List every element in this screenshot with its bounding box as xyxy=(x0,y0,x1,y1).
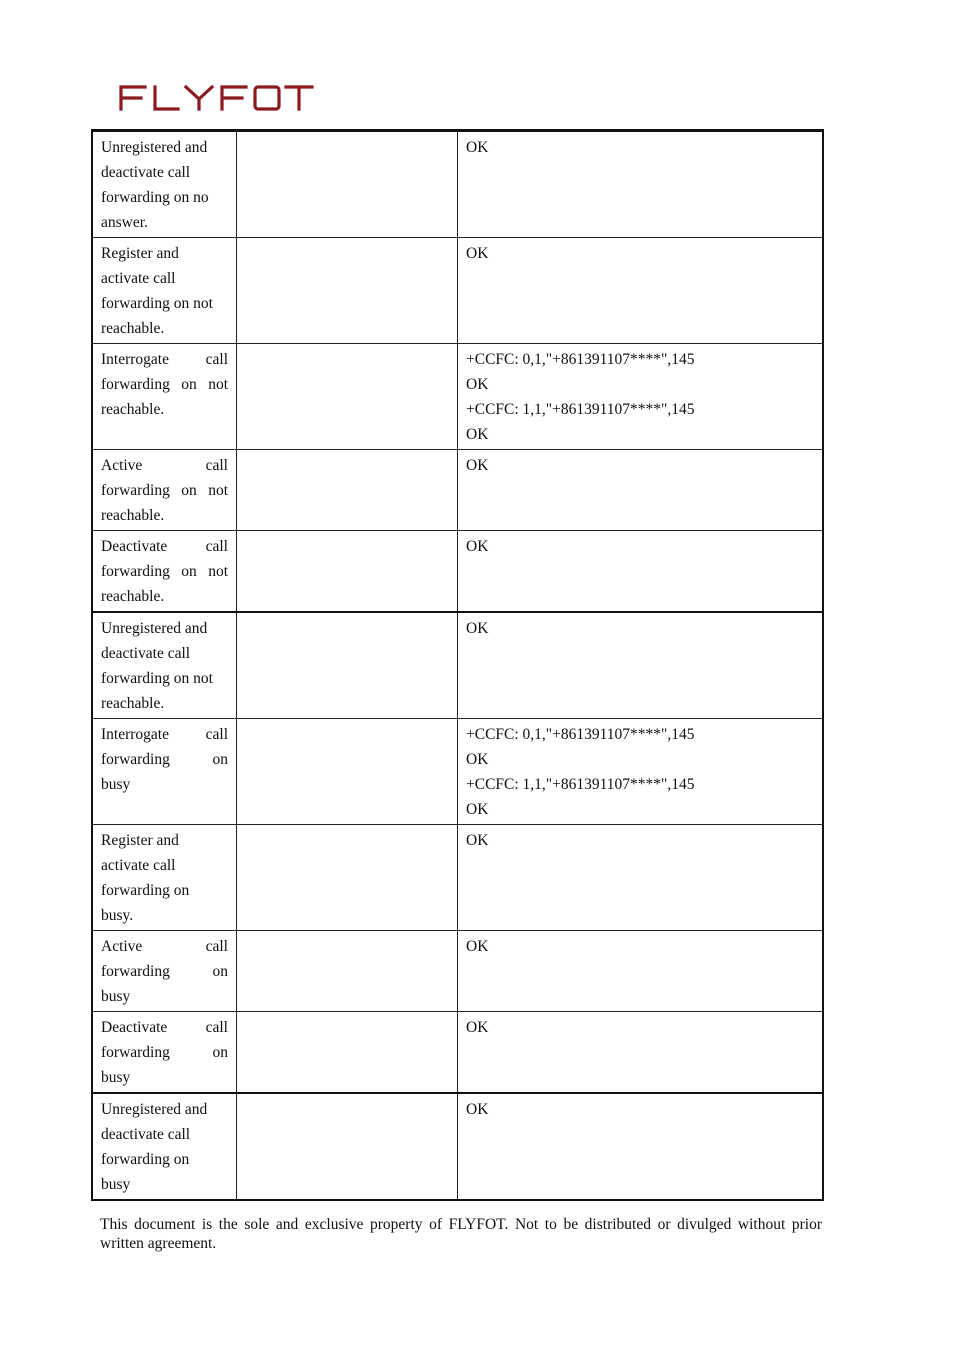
command-cell xyxy=(237,238,458,344)
description-line: Unregistered and xyxy=(101,1101,208,1118)
description-line: forwarding on xyxy=(101,1151,190,1168)
description-cell xyxy=(92,825,237,931)
description-cell xyxy=(92,531,237,613)
description-line: deactivate call xyxy=(101,1126,191,1143)
description-line: Register and xyxy=(101,245,179,262)
description-cell xyxy=(92,238,237,344)
description-line: Interrogate call xyxy=(101,726,228,743)
description-line: forwarding on xyxy=(101,1044,228,1061)
description-line: activate call xyxy=(101,857,176,874)
flyfot-logo-mark xyxy=(118,82,314,112)
response-line: OK xyxy=(466,1101,489,1118)
response-line: OK xyxy=(466,245,489,262)
table-row xyxy=(92,450,823,531)
description-line: forwarding on not xyxy=(101,376,228,393)
table-row xyxy=(92,931,823,1012)
description-cell xyxy=(92,612,237,719)
description-line: Interrogate call xyxy=(101,351,228,368)
description-line: reachable. xyxy=(101,507,165,524)
response-cell xyxy=(458,531,824,613)
description-cell xyxy=(92,1093,237,1200)
description-line: forwarding on xyxy=(101,963,228,980)
response-cell xyxy=(458,825,824,931)
description-line: Active call xyxy=(101,938,228,955)
description-cell xyxy=(92,344,237,450)
command-cell xyxy=(237,612,458,719)
response-line: OK xyxy=(466,938,489,955)
table-row xyxy=(92,131,823,238)
table-row xyxy=(92,612,823,719)
response-cell xyxy=(458,450,824,531)
description-line: reachable. xyxy=(101,401,165,418)
response-cell xyxy=(458,931,824,1012)
table-row xyxy=(92,344,823,450)
response-line: +CCFC: 0,1,"+861391107****",145 xyxy=(466,726,695,743)
command-cell xyxy=(237,531,458,613)
response-line: OK xyxy=(466,751,489,768)
table-row xyxy=(92,531,823,613)
command-cell xyxy=(237,344,458,450)
command-cell xyxy=(237,1093,458,1200)
footer-notice: This document is the sole and exclusive property of FLYFOT. Not to be distributed or divulged without prior written agreement. xyxy=(100,1216,822,1252)
description-line: deactivate call xyxy=(101,645,191,662)
description-line: forwarding on no xyxy=(101,189,209,206)
description-line: Deactivate call xyxy=(101,538,228,555)
description-line: Unregistered and xyxy=(101,620,208,637)
description-line: busy xyxy=(101,1176,131,1193)
description-line: forwarding on not xyxy=(101,563,228,580)
table-row xyxy=(92,1012,823,1094)
description-line: answer. xyxy=(101,214,148,231)
response-cell xyxy=(458,131,824,238)
description-line: busy. xyxy=(101,907,134,924)
response-line: +CCFC: 1,1,"+861391107****",145 xyxy=(466,776,695,793)
description-line: forwarding on xyxy=(101,751,228,768)
description-cell xyxy=(92,931,237,1012)
response-line: OK xyxy=(466,426,489,443)
table-row xyxy=(92,719,823,825)
description-line: deactivate call xyxy=(101,164,191,181)
description-line: forwarding on not xyxy=(101,670,213,687)
flyfot-logo xyxy=(118,82,314,112)
description-line: busy xyxy=(101,1069,131,1086)
command-cell xyxy=(237,719,458,825)
response-line: +CCFC: 1,1,"+861391107****",145 xyxy=(466,401,695,418)
description-line: busy xyxy=(101,776,131,793)
response-line: OK xyxy=(466,832,489,849)
description-cell xyxy=(92,1012,237,1094)
command-cell xyxy=(237,1012,458,1094)
table-row xyxy=(92,238,823,344)
description-line: reachable. xyxy=(101,588,165,605)
description-cell xyxy=(92,131,237,238)
response-line: OK xyxy=(466,801,489,818)
response-line: +CCFC: 0,1,"+861391107****",145 xyxy=(466,351,695,368)
response-cell xyxy=(458,1012,824,1094)
response-line: OK xyxy=(466,1019,489,1036)
response-cell xyxy=(458,612,824,719)
response-cell xyxy=(458,719,824,825)
at-command-table xyxy=(91,129,824,1201)
command-cell xyxy=(237,825,458,931)
command-cell xyxy=(237,931,458,1012)
command-cell xyxy=(237,450,458,531)
response-line: OK xyxy=(466,457,489,474)
description-line: Unregistered and xyxy=(101,139,208,156)
table-row xyxy=(92,1093,823,1200)
response-line: OK xyxy=(466,376,489,393)
description-line: Register and xyxy=(101,832,179,849)
description-line: forwarding on xyxy=(101,882,190,899)
description-line: Active call xyxy=(101,457,228,474)
response-cell xyxy=(458,344,824,450)
description-cell xyxy=(92,450,237,531)
description-line: reachable. xyxy=(101,695,165,712)
response-line: OK xyxy=(466,538,489,555)
description-line: forwarding on not xyxy=(101,482,228,499)
command-cell xyxy=(237,131,458,238)
response-cell xyxy=(458,1093,824,1200)
description-line: forwarding on not xyxy=(101,295,213,312)
response-cell xyxy=(458,238,824,344)
table-row xyxy=(92,825,823,931)
description-line: reachable. xyxy=(101,320,165,337)
description-line: activate call xyxy=(101,270,176,287)
description-cell xyxy=(92,719,237,825)
response-line: OK xyxy=(466,620,489,637)
response-line: OK xyxy=(466,139,489,156)
description-line: busy xyxy=(101,988,131,1005)
description-line: Deactivate call xyxy=(101,1019,228,1036)
